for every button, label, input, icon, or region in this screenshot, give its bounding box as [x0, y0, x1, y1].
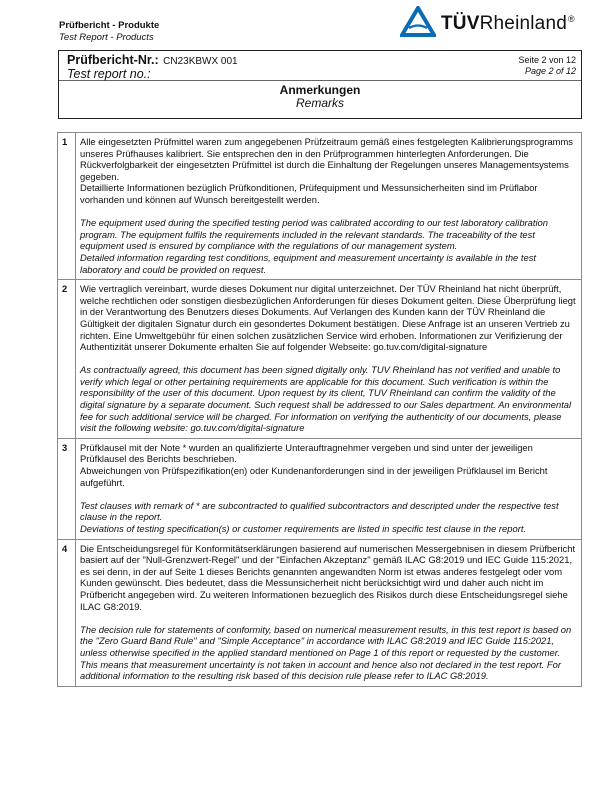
tuv-triangle-logo-icon — [400, 6, 436, 43]
page-indicator-en: Page 2 of 12 — [524, 66, 576, 76]
remark-text — [76, 280, 582, 439]
document-type-en: Test Report - Products — [59, 32, 154, 43]
remark-text — [76, 539, 582, 686]
remark-text — [76, 438, 582, 539]
report-number-label-de: Prüfbericht-Nr.: — [67, 53, 159, 67]
section-title-de: Anmerkungen — [279, 83, 361, 97]
remark-row — [58, 280, 582, 439]
remark-row — [58, 539, 582, 686]
report-number-value: CN23KBWX 001 — [163, 56, 238, 67]
remark-text-de: Die Entscheidungsregel für Konformitätserklärungen basierend auf numerischen Messergebnisen in diesem Prüfbericht basiert auf der "Null-Grenzwert-Regel" und der "Einfachen Akzeptanz" gemäß ILAC G8:2019 und IEC Guide 115:2021, es sei denn, in der auf Seite 1 dieses Berichts genannten angewandten Norm ist etwas anderes festgelegt oder vom Kunden gewünscht. Dies bedeutet, dass die Messunsicherheit nicht berücksichtigt wird und daher auch nicht im Prüfbericht angegeben wird. Zu weiteren Informationen bezueglich des Risikos durch diese Entscheidungsregel siehe ILAC G8:2019. — [80, 542, 576, 612]
remark-text-en: Test clauses with remark of * are subcontracted to qualified subcontractors and descripted under the respective test clause in the report. Deviations of testing specification(s) or customer requirements are listed in specific test clause in the report. — [80, 499, 559, 534]
remark-text-en: The decision rule for statements of conformity, based on numerical measurement results, in this test report is based on the "Zero Guard Band Rule" and "Simple Acceptance" in accordance with ILAC G8:2019 and IEC Guide 115:2021, unless otherwise specified in the applied standard mentioned on Page 1 of this report or requested by the customer. This means that measurement uncertainty is not taken in account and hence also not declared in the test report. For additional information to the resulting risk based of this decision rule please refer to ILAC G8:2019. — [80, 623, 572, 682]
page-indicator-de: Seite 2 von 12 — [518, 55, 576, 65]
tuv-rheinland-logo — [400, 7, 575, 41]
report-number-label-en: Test report no.: — [67, 67, 151, 81]
document-type-de: Prüfbericht - Produkte — [59, 20, 160, 31]
remark-text-de: Prüfklausel mit der Note * wurden an qualifizierte Unterauftragnehmer vergeben und sind unter der jeweiligen Prüfklausel des Berichts beschrieben. Abweichungen von Prüfspezifikation(en) oder Kundenanforderungen sind in der jeweiligen Prüfklausel im Bericht aufgeführt. — [80, 441, 548, 488]
remark-text-de: Wie vertraglich vereinbart, wurde dieses Dokument nur digital unterzeichnet. Der TÜV Rheinland hat nicht überprüft, welche rechtlichen oder sonstigen diesbezüglichen Anforderungen für dieses Dokument gelten. Diese Überprüfung liegt in der Verantwortung des Benutzers dieses Dokuments. Auf Verlangen des Kunden kann der TÜV Rheinland die Gültigkeit der digitalen Signatur durch ein gesondertes Dokument bestätigen. Diese Anfrage ist an unseren Vertrieb zu richten. Eine Umweltgebühr für einen solchen zusätzlichen Service wird erhoben. Informationen zur Verifizierung der Authentizität unserer Dokumente erhalten Sie auf folgender Webseite: go.tuv.com/digital-signature — [80, 283, 576, 353]
remark-text-en: As contractually agreed, this document has been signed digitally only. TUV Rheinland has not verified and unable to verify which legal or other pertaining requirements are applicable for this document. Such verification is within the responsibility of the user of this document. Upon request by its client, TUV Rheinland can confirm the validity of the digital signature by a separate document. Such request shall be addressed to our Sales department. An environmental fee for such additional service will be charged. For information on verifying the authenticity of our documents, please visit the following website: go.tuv.com/digital-signature — [80, 364, 572, 434]
remark-text-de: Alle eingesetzten Prüfmittel waren zum angegebenen Prüfzeitraum gemäß eines festgelegten Kalibrierungsprogramms unseres Prüfhauses kalibriert. Sie entsprechen den in den Prüfprogrammen hinterlegten Anforderungen. Die Rückverfolgbarkeit der eingesetzten Prüfmittel ist durch die Einhaltung der Regelungen unseres Managementsystems gegeben. Detaillierte Informationen bezüglich Prüfkonditionen, Prüfequipment und Messunsicherheiten sind im Prüflabor vorhanden und können auf Wunsch bereitgestellt werden. — [80, 136, 573, 205]
section-title — [59, 81, 581, 110]
remark-number: 4 — [58, 539, 76, 686]
remark-number: 3 — [58, 438, 76, 539]
remark-text — [76, 133, 582, 280]
section-title-en: Remarks — [295, 96, 344, 110]
report-number-row — [59, 51, 581, 81]
page-indicator — [518, 55, 576, 77]
document-type-header — [59, 20, 159, 44]
remark-text-en: The equipment used during the specified testing period was calibrated according to our test laboratory calibration program. The equipment fulfils the requirements included in the relevant standards. The traceability of the test equipment used is ensured by compliance with the regulations of our management system. Detailed information regarding test conditions, equipment and measurement uncertainty is available in the test laboratory and could be provided on request. — [80, 217, 548, 275]
remark-number: 1 — [58, 133, 76, 280]
report-title-box — [58, 50, 582, 119]
remark-row — [58, 133, 582, 280]
remark-row — [58, 438, 582, 539]
remark-number: 2 — [58, 280, 76, 439]
remarks-table — [57, 132, 582, 687]
logo-wordmark: TÜVRheinland® — [441, 13, 575, 34]
report-number — [67, 54, 238, 80]
